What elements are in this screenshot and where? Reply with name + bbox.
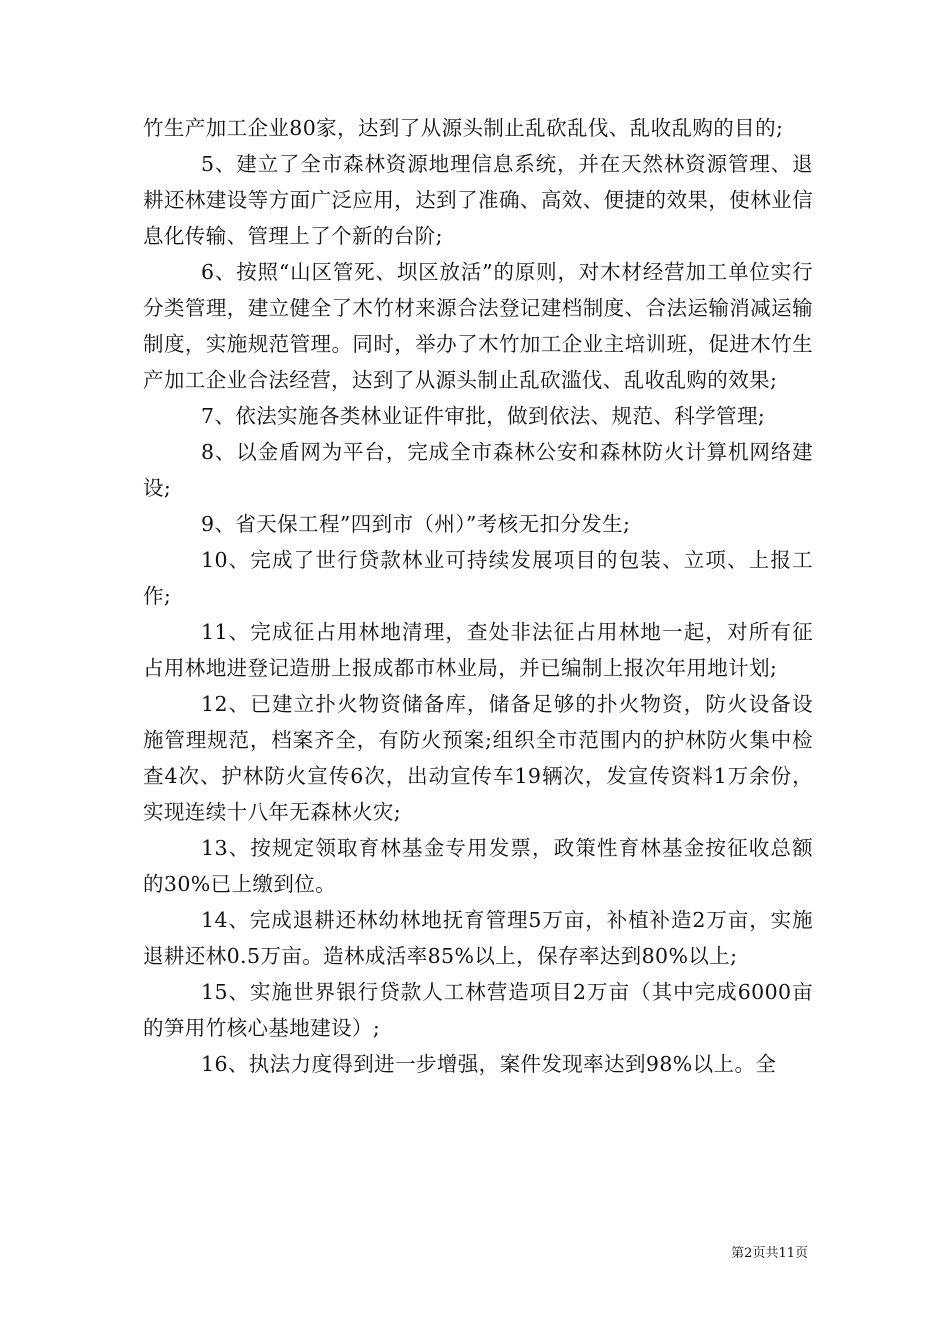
document-body xyxy=(143,110,813,1082)
paragraph-item-14: 14、完成退耕还林幼林地抚育管理5万亩，补植补造2万亩，实施退耕还林0.5万亩。造林成活率85%以上，保存率达到80%以上; xyxy=(143,908,813,968)
paragraph-item-11: 11、完成征占用林地清理，查处非法征占用林地一起，对所有征占用林地进登记造册上报成都市林业局，并已编制上报次年用地计划; xyxy=(143,620,813,680)
paragraph-item-16: 16、执法力度得到进一步增强，案件发现率达到98%以上。全 xyxy=(201,1052,777,1076)
paragraph-continuation: 竹生产加工企业80家，达到了从源头制止乱砍乱伐、乱收乱购的目的; xyxy=(143,116,784,140)
paragraph-item-6: 6、按照“山区管死、坝区放活”的原则，对木材经营加工单位实行分类管理，建立健全了木竹材来源合法登记建档制度、合法运输消减运输制度，实施规范管理。同时，举办了木竹加工企业主培训班，促进木竹生产加工企业合法经营，达到了从源头制止乱砍滥伐、乱收乱购的效果; xyxy=(143,260,813,392)
paragraph-item-8: 8、以金盾网为平台，完成全市森林公安和森林防火计算机网络建设; xyxy=(143,440,813,500)
paragraph-item-15: 15、实施世界银行贷款人工林营造项目2万亩（其中完成6000亩的笋用竹核心基地建设）; xyxy=(143,980,813,1040)
paragraph-item-12: 12、已建立扑火物资储备库，储备足够的扑火物资，防火设备设施管理规范，档案齐全，有防火预案;组织全市范围内的护林防火集中检查4次、护林防火宣传6次，出动宣传车19辆次，发宣传资料1万余份，实现连续十八年无森林火灾; xyxy=(143,692,813,824)
paragraph-item-9: 9、省天保工程”四到市（州）”考核无扣分发生; xyxy=(201,512,631,536)
paragraph-item-13: 13、按规定领取育林基金专用发票，政策性育林基金按征收总额的30%已上缴到位。 xyxy=(143,836,813,896)
paragraph-item-7: 7、依法实施各类林业证件审批，做到依法、规范、科学管理; xyxy=(201,404,766,428)
paragraph-item-10: 10、完成了世行贷款林业可持续发展项目的包装、立项、上报工作; xyxy=(143,548,813,608)
page-number-footer: 第2页共11页 xyxy=(731,1246,808,1261)
paragraph-item-5: 5、建立了全市森林资源地理信息系统，并在天然林资源管理、退耕还林建设等方面广泛应用，达到了准确、高效、便捷的效果，使林业信息化传输、管理上了个新的台阶; xyxy=(143,152,813,248)
